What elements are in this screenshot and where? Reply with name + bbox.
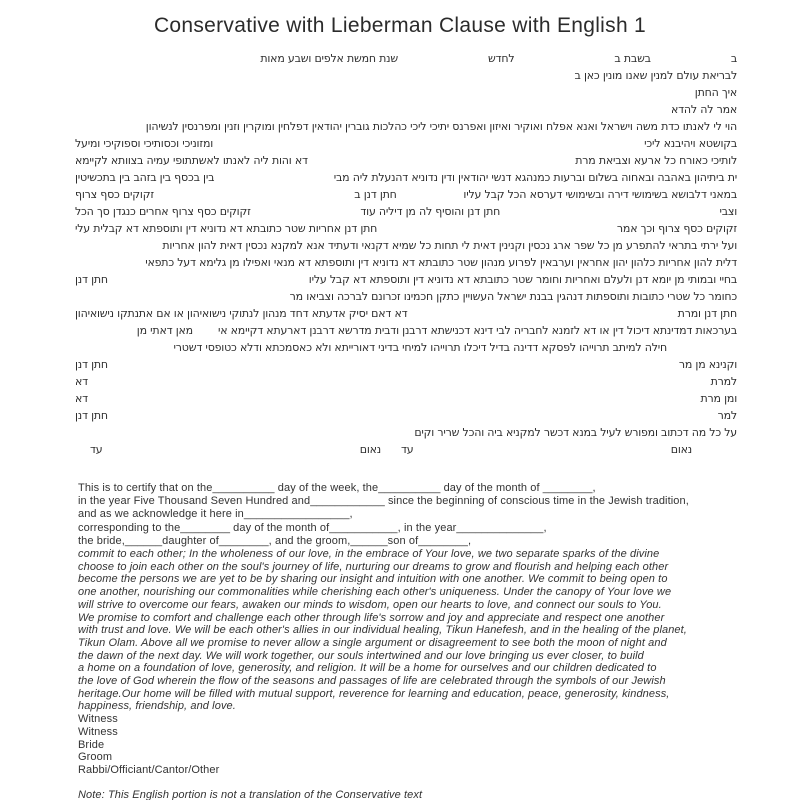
hebrew-text: דא דאם יסיק אדעתא דחד מנהון לנתוקי נישואיהון או אם אתנתקו נישואיהון (75, 307, 408, 320)
hebrew-line (75, 220, 737, 237)
vow-line: Tikun Olam. Above all we promise to never allow a single argument or disagreement to see both the moon of night and (78, 636, 667, 649)
hebrew-line (75, 237, 737, 254)
hebrew-text: ומן מרת (700, 392, 737, 405)
hebrew-line (75, 203, 737, 220)
vow-line: heritage.Our home will be filled with mutual support, reverence for learning and education, peace, generosity, kindness, (78, 687, 670, 700)
hebrew-text: דא והות ליה לאנתו לאשתתופי עמיה בצוותא לקיימא (75, 154, 308, 167)
hebrew-text: לותיכי כאורח כל ארעא וצביאת מרת (575, 154, 737, 167)
page-title: Conservative with Lieberman Clause with English 1 (153, 14, 647, 37)
certify-line: the bride,______daughter of________, and the groom,______son of________, (78, 534, 472, 547)
vow-lines (78, 548, 728, 713)
hebrew-text: ומזוניכי וכסותיכי וספוקיכי ומיעל (75, 137, 214, 150)
hebrew-line (75, 356, 737, 373)
hebrew-text: במאני דלבושא בשימושי דירה ובשימושי דערסא הכל קבל עליו (463, 188, 737, 201)
hebrew-text-block (75, 50, 737, 458)
hebrew-text: כחומר כל שטרי כתובות ותוספתות דנהגין בבנת ישראל העשויין כתקן חכמינו זכרונם לברכה וצביאו מר (289, 290, 737, 303)
hebrew-text: נאום (359, 443, 381, 456)
hebrew-line (75, 288, 737, 305)
vow-line: happiness, friendship, and love. (78, 700, 236, 713)
signature-label: Groom (78, 751, 113, 764)
certify-line: corresponding to the________ day of the month of___________, in the year______________, (78, 521, 547, 534)
hebrew-text: בין בכסף בין בזהב בין בתכשיטין (75, 171, 215, 184)
hebrew-text: דלית להון אחריות כלהון יהון אחראין וערבאין לפרוע מנהון שטר כתובתא דא נדוניא דין ותוספתא דא מנאי ואפילו מן גלימא דעל כתפאי (145, 256, 737, 269)
hebrew-text: למר (717, 409, 737, 422)
hebrew-text: על כל מה דכתוב ומפורש לעיל במנא דכשר למקניא ביה והכל שריר וקים (414, 426, 737, 439)
hebrew-text: זקוקים כסף צרוף וכך אמר (616, 222, 737, 235)
hebrew-text: לחדש (487, 52, 515, 65)
signature-label: Rabbi/Officiant/Cantor/Other (78, 763, 220, 776)
vow-line: the dawn of the next day. We will work together, our souls intertwined and our love bringing us ever closer, to build (78, 649, 644, 662)
hebrew-text: ועל ירתי בתראי להתפרע מן כל שפר ארג נכסין וקנינין דאית לי תחות כל שמיא דקנאי ודעתיד אנא למקנא נכסין דאית להון אחריות (162, 239, 737, 252)
hebrew-line (75, 424, 737, 441)
hebrew-text: זקוקים כסף צרוף אחרים כנגדן סך הכל (75, 205, 251, 218)
hebrew-text: נאום (670, 443, 692, 456)
vow-line: commit to each other; In the wholeness of our love, in the embrace of Your love, we two separate sparks of the divine (78, 548, 660, 561)
signature-labels (78, 713, 728, 777)
hebrew-text: חתן דנן ומרת (677, 307, 737, 320)
hebrew-text: דא (75, 375, 88, 388)
hebrew-line (75, 169, 737, 186)
hebrew-text: חתן דנן (75, 409, 108, 422)
hebrew-text: וצבי (719, 205, 737, 218)
hebrew-line (75, 322, 737, 339)
hebrew-text: עד (90, 443, 103, 456)
english-text-block (78, 482, 728, 800)
hebrew-line (75, 135, 737, 152)
hebrew-line (75, 373, 737, 390)
hebrew-text: חתן דנן (75, 273, 108, 286)
signature-label: Witness (78, 725, 118, 738)
hebrew-line (75, 390, 737, 407)
certify-line: in the year Five Thousand Seven Hundred and____________ since the beginning of conscious time in the Jewish tradition, (78, 495, 689, 508)
vow-line: one another, nourishing our commonalities while cherishing each other's uniqueness. Under the canopy of Your love we (78, 586, 672, 599)
hebrew-line (75, 186, 737, 203)
hebrew-line (75, 152, 737, 169)
hebrew-text: אמר לה להדא (670, 103, 737, 116)
hebrew-text: הוי לי לאנתו כדת משה וישראל ואנא אפלח ואוקיר ואיזון ואפרנס יתיכי ליכי כהלכות גוברין יהודאין דפלחין ומוקרין וזנין ומפרנסין לנשיהון (145, 120, 737, 133)
vow-line: will strive to overcome our fears, awaken our minds to wisdom, open our hearts to love, and connect our souls to You. (78, 598, 662, 611)
hebrew-text: מאן דאתי מן (136, 324, 193, 337)
hebrew-text: עד (401, 443, 414, 456)
hebrew-text: ית ביתיהון באהבה ובאחוה בשלום וברעות כמנהגא דנשי יהודאין ודין נדוניא דהנעלת ליה מבי (333, 171, 737, 184)
hebrew-text: זקוקים כסף צרוף (75, 188, 154, 201)
hebrew-line (75, 50, 737, 67)
hebrew-text: חילה למיתב תרוייהו לפסקא דדינה בדיל דיכלו תרוייהו למיחי בדיני דאורייתא ולא כאסמכתא ודלא כטופסי דשטרי (173, 341, 667, 354)
hebrew-text: חתן דנן והוסיף לה מן דיליה עוד (360, 205, 501, 218)
vow-line: We promise to comfort and challenge each other through life's sorrow and joy and appreciate and respect one another (78, 611, 665, 624)
translation-note: Note: This English portion is not a translation of the Conservative text (78, 788, 423, 800)
hebrew-line (75, 407, 737, 424)
hebrew-line (75, 271, 737, 288)
hebrew-line (75, 305, 737, 322)
hebrew-text: שנת חמשת אלפים ושבע מאות (260, 52, 398, 65)
hebrew-line (75, 254, 737, 271)
hebrew-text: חתן דנן ב (354, 188, 397, 201)
hebrew-line (75, 118, 737, 135)
hebrew-text: בשבת ב (614, 52, 651, 65)
hebrew-text: חתן דנן אחריות שטר כתובתא דא נדוניא דין ותוספתא דא קבלית עלי (75, 222, 378, 235)
hebrew-text: ב (730, 52, 737, 65)
certify-line: This is to certify that on the__________ day of the week, the__________ day of the month of ________, (78, 482, 596, 494)
vow-line: with trust and love. We will be each other's allies in our individual healing, Tikun Hanefesh, and in the healing of the planet, (78, 624, 687, 637)
hebrew-text: חתן דנן (75, 358, 108, 371)
signature-label: Witness (78, 713, 118, 726)
signature-label: Bride (78, 738, 105, 751)
certify-lines (78, 482, 728, 548)
vow-line: become the persons we are yet to be by sharing our insight and intuition with one another. We commit to being open to (78, 573, 668, 586)
hebrew-text: איך החתן (694, 86, 737, 99)
hebrew-text: בקושטא ויהיבנא ליכי (644, 137, 737, 150)
hebrew-line (75, 441, 737, 458)
hebrew-text: בערכאות דמדינתא דיכול דין או דא לזמנא לחבריה לבי דינא דכנישתא דרבנן ודבית מדרשא דרבנן דארעתא דקיימא אי (217, 324, 737, 337)
hebrew-text: לבריאת עולם למנין שאנו מונין כאן ב (574, 69, 737, 82)
certify-line: and as we acknowledge it here in_________________, (78, 508, 353, 521)
hebrew-text: דא (75, 392, 88, 405)
hebrew-text: בחיי ובמותי מן יומא דנן ולעלם ואחריות וחומר שטר כתובתא דא נדוניא דין ותוספתא דא קבל עליו (308, 273, 737, 286)
vow-line: the love of God wherein the flow of the seasons and passages of life are celebrated through the symbols of our Jewish (78, 675, 666, 688)
vow-line: a home on a foundation of love, generosity, and religion. It will be a home for ourselves and our children dedicated to (78, 662, 657, 675)
hebrew-text: וקנינא מן מר (678, 358, 737, 371)
hebrew-text: למרת (710, 375, 737, 388)
hebrew-line (75, 67, 737, 84)
hebrew-line (75, 84, 737, 101)
hebrew-line (75, 339, 737, 356)
vow-line: choose to join each other on the soul's journey of life, nurturing our dreams to grow and flourish and helping each other (78, 560, 669, 573)
hebrew-line (75, 101, 737, 118)
